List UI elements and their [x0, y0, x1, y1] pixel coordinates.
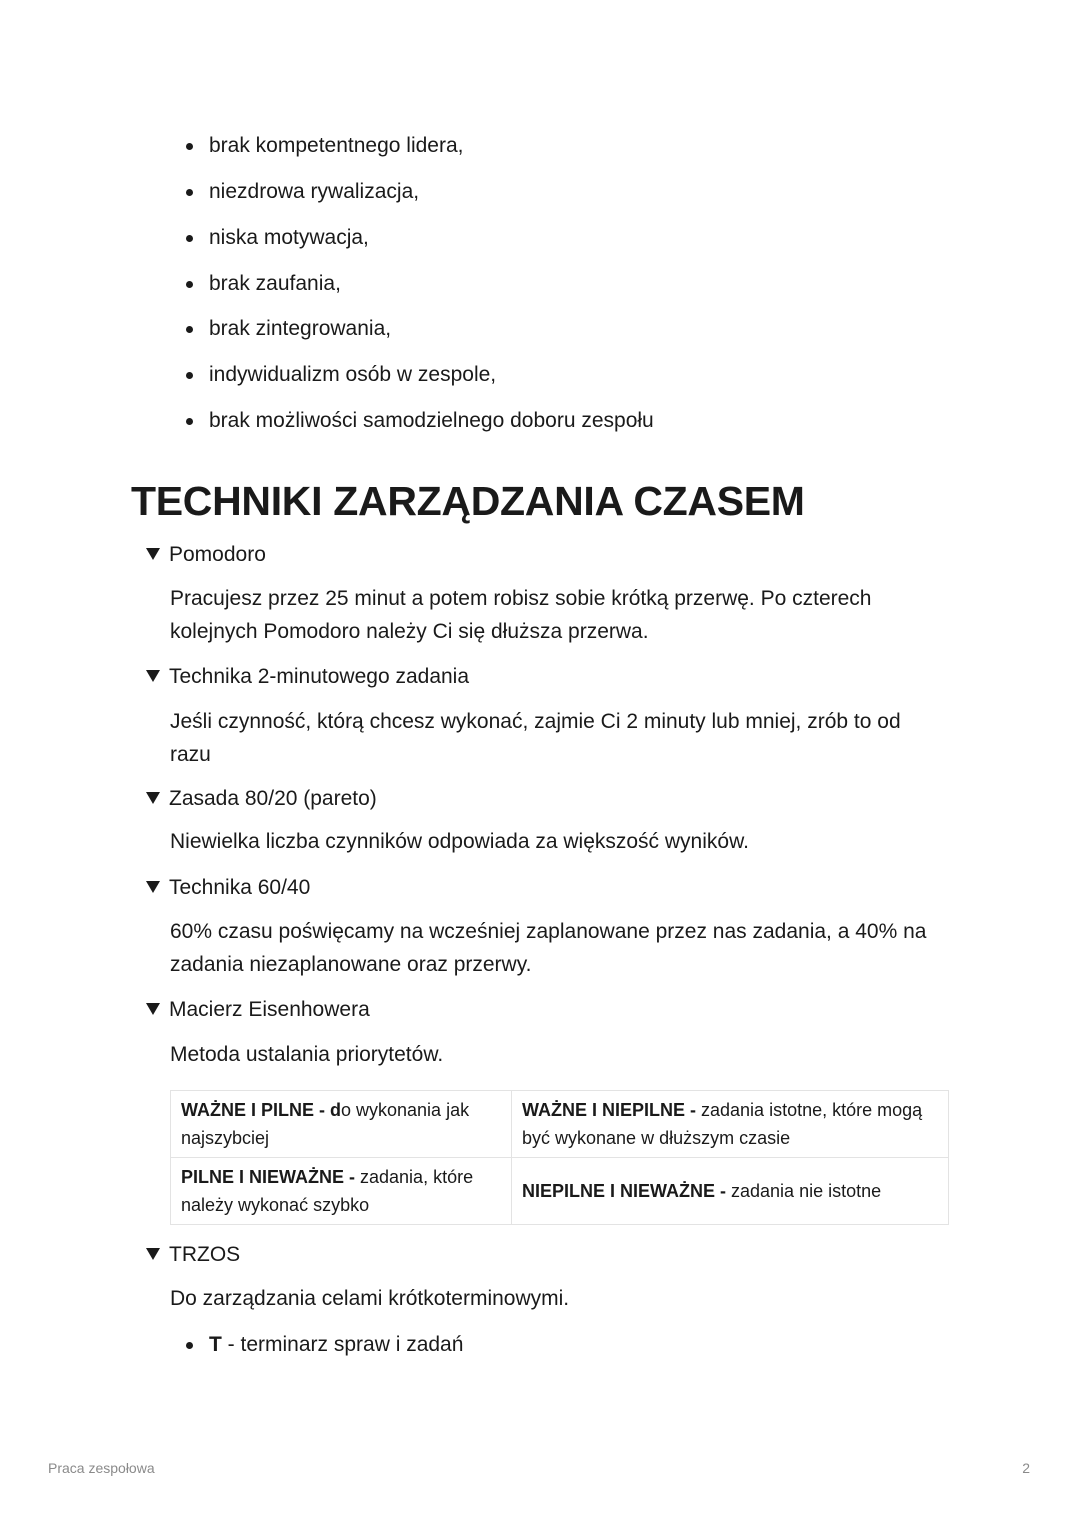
list-item-text: brak zaufania, — [209, 272, 341, 295]
toggle-trzos[interactable] — [146, 1241, 240, 1269]
toggle-title: Technika 2-minutowego zadania — [169, 665, 470, 688]
list-item-text — [209, 1333, 463, 1356]
table-cell — [512, 1091, 949, 1158]
list-item-text: indywidualizm osób w zespole, — [209, 363, 497, 386]
cell-label: PILNE I NIEWAŻNE - — [181, 1167, 361, 1187]
toggle-title: Macierz Eisenhowera — [169, 998, 370, 1021]
toggle-2-minute[interactable] — [146, 663, 469, 691]
list-item — [186, 224, 369, 252]
cell-label: NIEPILNE I NIEWAŻNE - — [522, 1181, 732, 1201]
cell-text: zadania, które należy wykonać szybko — [181, 1167, 474, 1215]
cell-text: zadania nie istotne — [731, 1181, 882, 1201]
table-row — [171, 1091, 949, 1158]
list-item — [186, 1331, 463, 1359]
cell-text: o wykonania jak najszybciej — [181, 1100, 470, 1148]
triangle-down-icon — [146, 1003, 160, 1015]
toggle-pomodoro[interactable] — [146, 541, 266, 569]
item-letter: T — [209, 1333, 222, 1356]
toggle-title: Pomodoro — [169, 543, 266, 566]
toggle-eisenhower[interactable] — [146, 996, 370, 1024]
table-row — [171, 1158, 949, 1225]
list-item-text: niezdrowa rywalizacja, — [209, 180, 420, 203]
list-item — [186, 178, 419, 206]
toggle-body: Metoda ustalania priorytetów. — [170, 1043, 444, 1066]
cell-label: WAŻNE I NIEPILNE - — [522, 1100, 702, 1120]
toggle-body: Niewielka liczba czynników odpowiada za większość wyników. — [170, 830, 749, 853]
toggle-title: TRZOS — [169, 1243, 241, 1266]
list-item — [186, 407, 654, 435]
item-text: - terminarz spraw i zadań — [221, 1333, 464, 1356]
toggle-60-40[interactable] — [146, 874, 310, 902]
toggle-title: Zasada 80/20 (pareto) — [169, 787, 377, 810]
page-number: 2 — [1022, 1460, 1030, 1476]
list-item-text: brak zintegrowania, — [209, 317, 392, 340]
eisenhower-matrix — [170, 1090, 949, 1225]
list-item — [186, 270, 341, 298]
cell-text: zadania istotne, które mogą być wykonane w dłuższym czasie — [522, 1100, 923, 1148]
list-item — [186, 361, 496, 389]
toggle-body: Jeśli czynność, którą chcesz wykonać, zajmie Ci 2 minuty lub mniej, zrób to od razu — [170, 710, 901, 766]
triangle-down-icon — [146, 1248, 160, 1260]
toggle-body: Do zarządzania celami krótkoterminowymi. — [170, 1287, 570, 1310]
table-cell — [171, 1091, 512, 1158]
footer-title: Praca zespołowa — [48, 1460, 155, 1476]
table-cell — [171, 1158, 512, 1225]
toggle-pareto[interactable] — [146, 785, 377, 813]
list-item — [186, 315, 391, 343]
triangle-down-icon — [146, 881, 160, 893]
cell-label: WAŻNE I PILNE - d — [181, 1100, 341, 1120]
table-cell — [512, 1158, 949, 1225]
list-item — [186, 132, 464, 160]
list-item-text: brak możliwości samodzielnego doboru zespołu — [209, 409, 654, 432]
toggle-body: Pracujesz przez 25 minut a potem robisz sobie krótką przerwę. Po czterech kolejnych Pomodoro należy Ci się dłuższa przerwa. — [170, 587, 872, 643]
section-heading: TECHNIKI ZARZĄDZANIA CZASEM — [131, 478, 805, 524]
list-item-text: brak kompetentnego lidera, — [209, 134, 464, 157]
triangle-down-icon — [146, 792, 160, 804]
toggle-body: 60% czasu poświęcamy na wcześniej zaplanowane przez nas zadania, a 40% na zadania niezaplanowane oraz przerwy. — [170, 920, 927, 976]
triangle-down-icon — [146, 670, 160, 682]
triangle-down-icon — [146, 548, 160, 560]
list-item-text: niska motywacja, — [209, 226, 369, 249]
toggle-title: Technika 60/40 — [169, 876, 311, 899]
